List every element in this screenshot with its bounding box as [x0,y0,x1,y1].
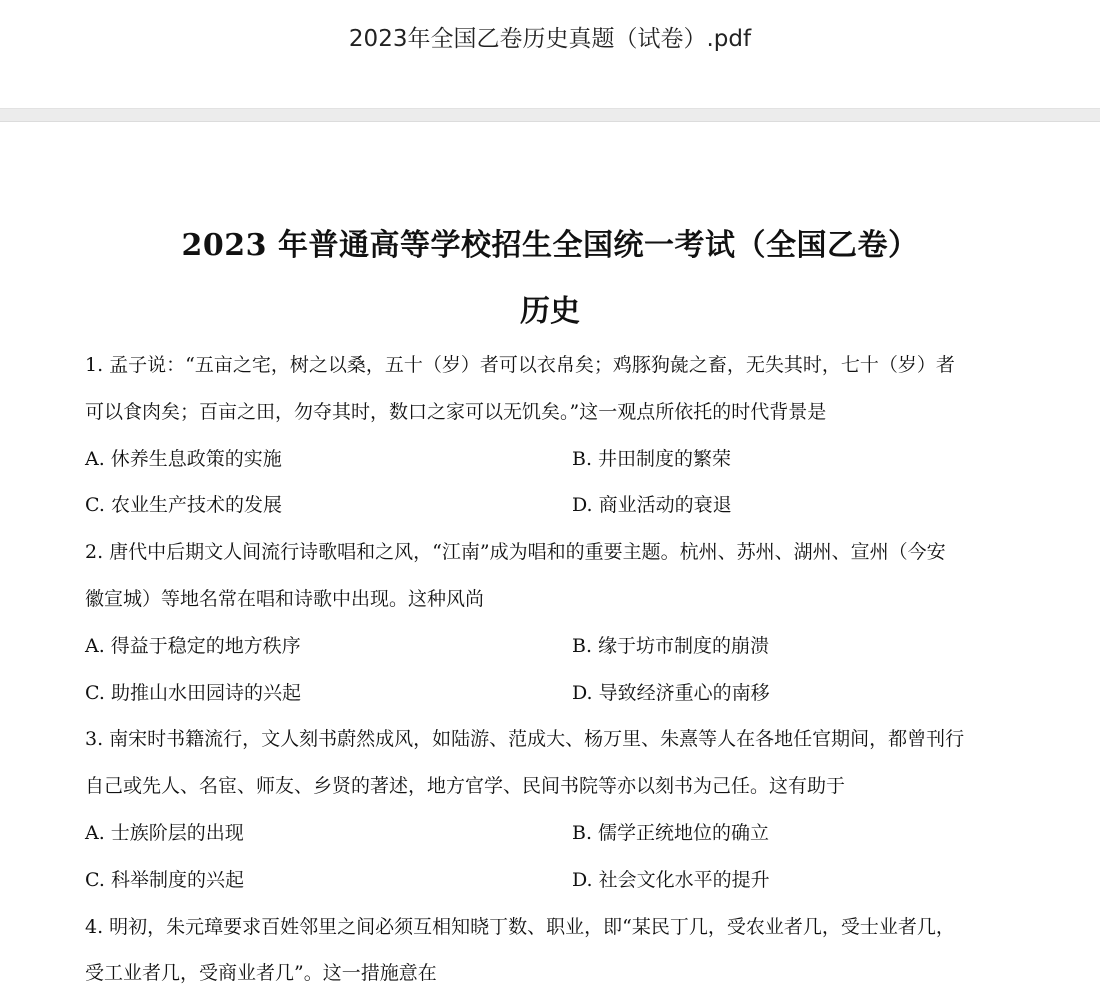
question-3-options-row1 [85,810,1056,857]
question-1-options-row1 [85,436,1056,483]
toolbar-separator [0,108,1100,122]
question-1-option-b: B. 井田制度的繁荣 [572,447,732,470]
question-2-stem-line1: 2. 唐代中后期文人间流行诗歌唱和之风，“江南”成为唱和的重要主题。杭州、苏州、湖州、宣州（今安 [85,541,946,564]
question-2-option-c: C. 助推山水田园诗的兴起 [85,681,301,704]
question-3-options-row2 [85,857,1056,904]
question-1-option-d: D. 商业活动的衰退 [572,494,732,517]
question-4-stem-line2: 受工业者几，受商业者几”。这一措施意在 [85,962,437,985]
pdf-page[interactable] [0,122,1100,990]
question-list [85,342,1056,990]
question-3-stem-line2: 自己或先人、名宦、师友、乡贤的著述，地方官学、民间书院等亦以刻书为己任。这有助于 [85,775,846,798]
question-1-options-row2 [85,482,1056,529]
question-2-option-d: D. 导致经济重心的南移 [572,681,770,704]
file-title: 2023年全国乙卷历史真题（试卷）.pdf [348,26,752,52]
exam-title: 2023 年普通高等学校招生全国统一考试（全国乙卷） [181,228,919,263]
question-2-option-a: A. 得益于稳定的地方秩序 [85,634,301,657]
question-2-options-row1 [85,623,1056,670]
question-3-option-a: A. 士族阶层的出现 [85,821,244,844]
exam-subject: 历史 [520,294,580,329]
pdf-viewer-titlebar [0,0,1100,108]
question-2-stem-line2: 徽宣城）等地名常在唱和诗歌中出现。这种风尚 [85,587,485,610]
question-3-stem-line1: 3. 南宋时书籍流行，文人刻书蔚然成风，如陆游、范成大、杨万里、朱熹等人在各地任官期间，都曾刊行 [85,728,965,751]
question-3-option-c: C. 科举制度的兴起 [85,868,244,891]
question-1-stem-line2: 可以食肉矣；百亩之田，勿夺其时，数口之家可以无饥矣。”这一观点所依托的时代背景是 [85,400,827,423]
question-3-option-d: D. 社会文化水平的提升 [572,868,770,891]
question-4-stem-line1: 4. 明初，朱元璋要求百姓邻里之间必须互相知晓丁数、职业，即“某民丁几，受农业者几，受士业者几， [85,915,955,938]
question-2-options-row2 [85,670,1056,717]
question-2-option-b: B. 缘于坊市制度的崩溃 [572,634,770,657]
question-1-option-c: C. 农业生产技术的发展 [85,494,282,517]
question-1-option-a: A. 休养生息政策的实施 [85,447,282,470]
question-3-option-b: B. 儒学正统地位的确立 [572,821,770,844]
question-1-stem-line1: 1. 孟子说：“五亩之宅，树之以桑，五十（岁）者可以衣帛矣；鸡豚狗彘之畜，无失其时，七十（岁）者 [85,354,955,376]
